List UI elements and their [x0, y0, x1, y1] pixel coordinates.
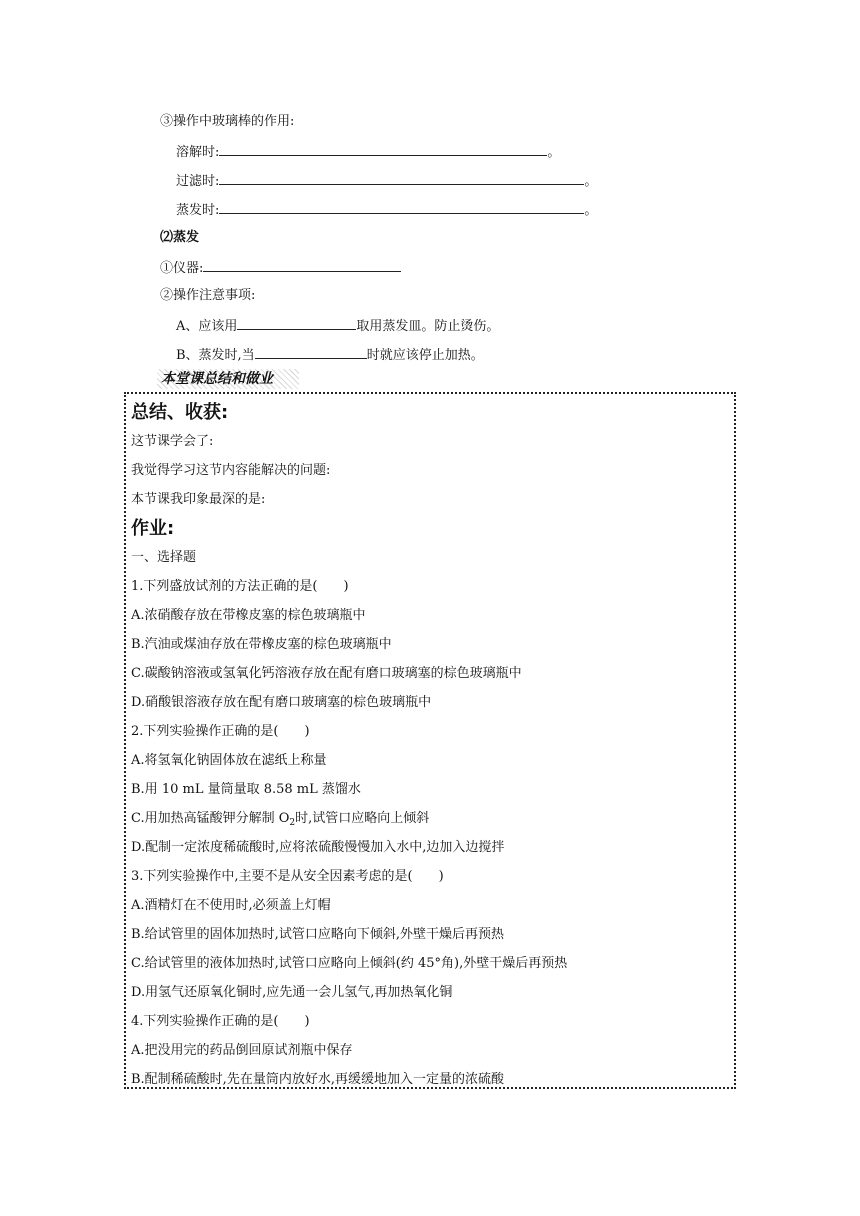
evaporate-label: 蒸发时:: [176, 203, 220, 218]
note-b-row: [176, 345, 484, 365]
q1-option-b: B.汽油或煤油存放在带橡皮塞的棕色玻璃瓶中: [131, 637, 392, 652]
summary-learned: 这节课学会了:: [131, 434, 214, 449]
glass-rod-usage-title: ③操作中玻璃棒的作用:: [160, 114, 295, 129]
instrument-row: [160, 258, 401, 278]
q3-option-a: A.酒精灯在不使用时,必须盖上灯帽: [131, 898, 331, 913]
evaporate-row: [176, 200, 597, 220]
dissolve-blank[interactable]: [219, 142, 547, 156]
instrument-label: ①仪器:: [160, 261, 204, 276]
q3-option-d: D.用氢气还原氧化铜时,应先通一会儿氢气,再加热氧化铜: [131, 985, 453, 1000]
note-a-blank[interactable]: [237, 316, 356, 330]
summary-heading: 总结、收获:: [131, 402, 229, 423]
section-title: 本堂课总结和做业: [157, 369, 299, 389]
filter-blank[interactable]: [219, 171, 584, 185]
q2-option-c-post: 时,试管口应略向上倾斜: [295, 811, 430, 826]
q1-option-d: D.硝酸银溶液存放在配有磨口玻璃塞的棕色玻璃瓶中: [131, 695, 432, 710]
evaporation-title: ⑵蒸发: [160, 230, 200, 245]
question-2: 2.下列实验操作正确的是( ): [131, 724, 310, 739]
note-b-suffix: 时就应该停止加热。: [366, 348, 484, 363]
q3-option-b: B.给试管里的固体加热时,试管口应略向下倾斜,外壁干燥后再预热: [131, 927, 504, 942]
note-b-prefix: B、蒸发时,当: [176, 348, 255, 363]
homework-heading: 作业:: [131, 518, 175, 539]
q2-option-c: [131, 810, 429, 832]
question-1: 1.下列盛放试剂的方法正确的是( ): [131, 579, 349, 594]
q2-option-c-sub: 2: [289, 818, 296, 828]
q2-option-d: D.配制一定浓度稀硫酸时,应将浓硫酸慢慢加入水中,边加入边搅拌: [131, 840, 505, 855]
homework-section: 一、选择题: [131, 550, 197, 565]
evaporate-period: 。: [584, 203, 598, 218]
summary-solve: 我觉得学习这节内容能解决的问题:: [131, 463, 331, 478]
question-4: 4.下列实验操作正确的是( ): [131, 1014, 310, 1029]
note-b-blank[interactable]: [255, 345, 367, 359]
q2-option-a: A.将氢氧化钠固体放在滤纸上称量: [131, 753, 327, 768]
q1-option-c: C.碳酸钠溶液或氢氧化钙溶液存放在配有磨口玻璃塞的棕色玻璃瓶中: [131, 666, 522, 681]
notes-title: ②操作注意事项:: [160, 288, 256, 303]
note-a-suffix: 取用蒸发皿。防止烫伤。: [356, 319, 500, 334]
dissolve-row: [176, 142, 560, 162]
summary-impression: 本节课我印象最深的是:: [131, 492, 266, 507]
note-a-row: [176, 316, 499, 336]
evaporate-blank[interactable]: [219, 200, 584, 214]
dissolve-period: 。: [547, 145, 561, 160]
q4-option-a: A.把没用完的药品倒回原试剂瓶中保存: [131, 1043, 353, 1058]
q4-option-b: B.配制稀硫酸时,先在量筒内放好水,再缓缓地加入一定量的浓硫酸: [131, 1072, 504, 1087]
q2-option-b: B.用 10 mL 量筒量取 8.58 mL 蒸馏水: [131, 782, 361, 797]
filter-row: [176, 171, 597, 191]
instrument-blank[interactable]: [203, 258, 401, 272]
q3-option-c: C.给试管里的液体加热时,试管口应略向上倾斜(约 45°角),外壁干燥后再预热: [131, 956, 568, 971]
note-a-prefix: A、应该用: [176, 319, 238, 334]
q2-option-c-pre: C.用加热高锰酸钾分解制 O: [131, 811, 290, 826]
q1-option-a: A.浓硝酸存放在带橡皮塞的棕色玻璃瓶中: [131, 608, 366, 623]
filter-period: 。: [584, 174, 598, 189]
dissolve-label: 溶解时:: [176, 145, 220, 160]
question-3: 3.下列实验操作中,主要不是从安全因素考虑的是( ): [131, 869, 444, 884]
filter-label: 过滤时:: [176, 174, 220, 189]
